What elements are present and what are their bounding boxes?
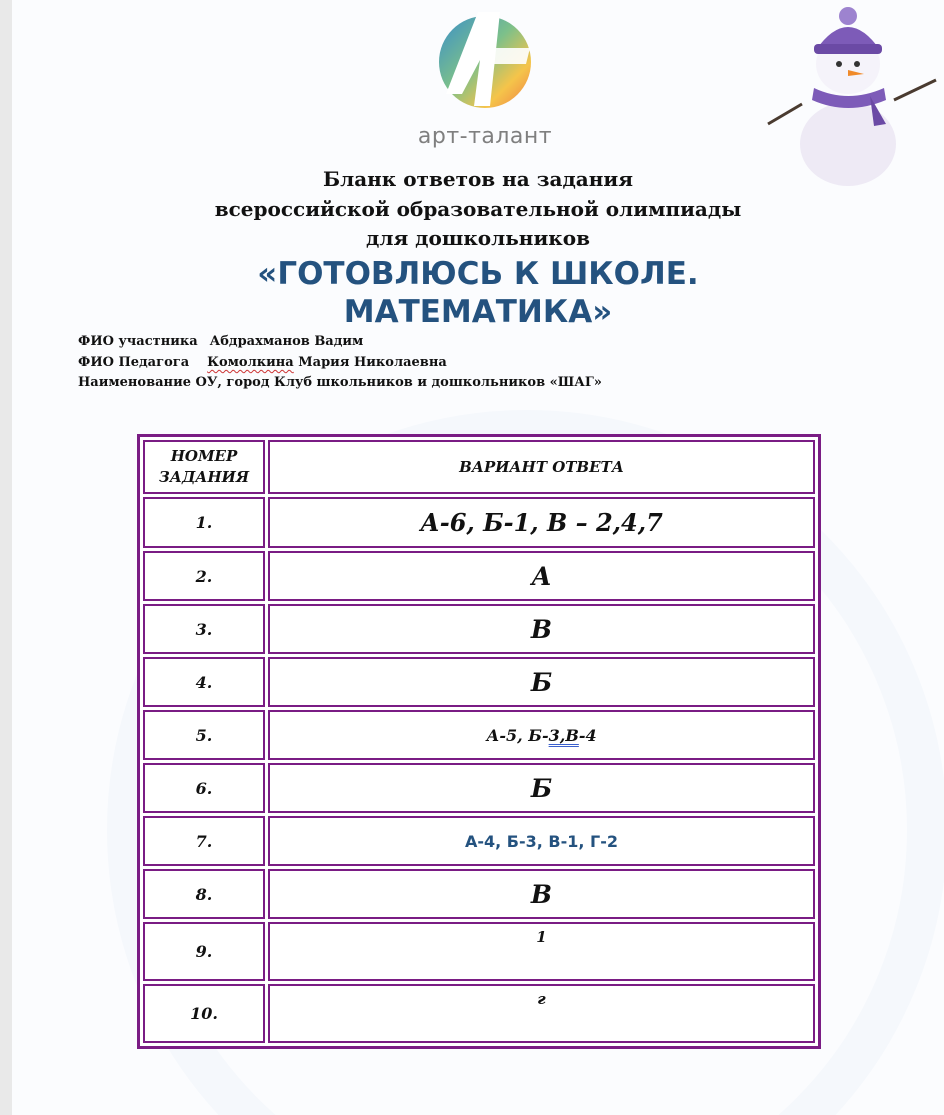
task-number: 7. — [143, 816, 265, 866]
teacher-line — [78, 355, 447, 370]
task-number: 4. — [143, 657, 265, 707]
header-line-1: Бланк ответов на задания — [323, 167, 633, 191]
table-row — [143, 657, 815, 707]
header-line-3: для дошкольников — [366, 226, 590, 250]
task-number: 2. — [143, 551, 265, 601]
task-answer-part: 3,В — [548, 725, 579, 745]
table-row — [143, 710, 815, 760]
task-answer: А-4, Б-3, В-1, Г-2 — [268, 816, 815, 866]
answer-sheet-page — [12, 0, 944, 1115]
task-number: 5. — [143, 710, 265, 760]
task-answer: г — [268, 984, 815, 1043]
task-number: 6. — [143, 763, 265, 813]
teacher-name: Мария Николаевна — [298, 355, 447, 370]
task-answer-part: А-5, Б- — [486, 725, 549, 745]
olympiad-title-line-2: МАТЕМАТИКА» — [343, 294, 613, 330]
table-row — [143, 763, 815, 813]
table-row — [143, 551, 815, 601]
teacher-label: ФИО Педагога — [78, 355, 190, 370]
table-row — [143, 497, 815, 548]
olympiad-title-line-1: «ГОТОВЛЮСЬ К ШКОЛЕ. — [257, 256, 699, 292]
task-number: 3. — [143, 604, 265, 654]
art-talant-logo-icon — [430, 4, 540, 114]
header-line-2: всероссийской образовательной олимпиады — [214, 197, 742, 221]
task-answer-part: -4 — [578, 725, 597, 745]
task-number: 9. — [143, 922, 265, 981]
task-answer: А-6, Б-1, В – 2,4,7 — [268, 497, 815, 548]
table-row — [143, 984, 815, 1043]
organization-label: Наименование ОУ, город — [78, 375, 270, 390]
table-row — [143, 604, 815, 654]
header-num-line-1: НОМЕР — [170, 447, 238, 465]
logo-text: арт-талант — [417, 124, 553, 149]
task-number: 1. — [143, 497, 265, 548]
participant-line — [78, 334, 363, 349]
organization-value: Клуб школьников и дошкольников «ШАГ» — [274, 375, 602, 390]
answers-table — [137, 434, 821, 1049]
task-number: 10. — [143, 984, 265, 1043]
task-answer: Б — [268, 763, 815, 813]
table-row — [143, 922, 815, 981]
table-row — [143, 869, 815, 919]
table-header-row — [143, 440, 815, 494]
task-answer — [268, 710, 815, 760]
snowman-icon — [760, 4, 944, 194]
task-answer: В — [268, 869, 815, 919]
task-answer: В — [268, 604, 815, 654]
organization-line — [78, 375, 602, 390]
header-answer: ВАРИАНТ ОТВЕТА — [268, 440, 815, 494]
task-number: 8. — [143, 869, 265, 919]
task-answer: Б — [268, 657, 815, 707]
document-margin — [0, 0, 12, 1115]
task-answer: 1 — [268, 922, 815, 981]
header-num-line-2: ЗАДАНИЯ — [158, 468, 250, 486]
task-answer: А — [268, 551, 815, 601]
header-task-number — [143, 440, 265, 494]
participant-label: ФИО участника — [78, 334, 198, 349]
table-row — [143, 816, 815, 866]
teacher-surname: Комолкина — [207, 355, 294, 370]
participant-value: Абдрахманов Вадим — [209, 334, 364, 349]
